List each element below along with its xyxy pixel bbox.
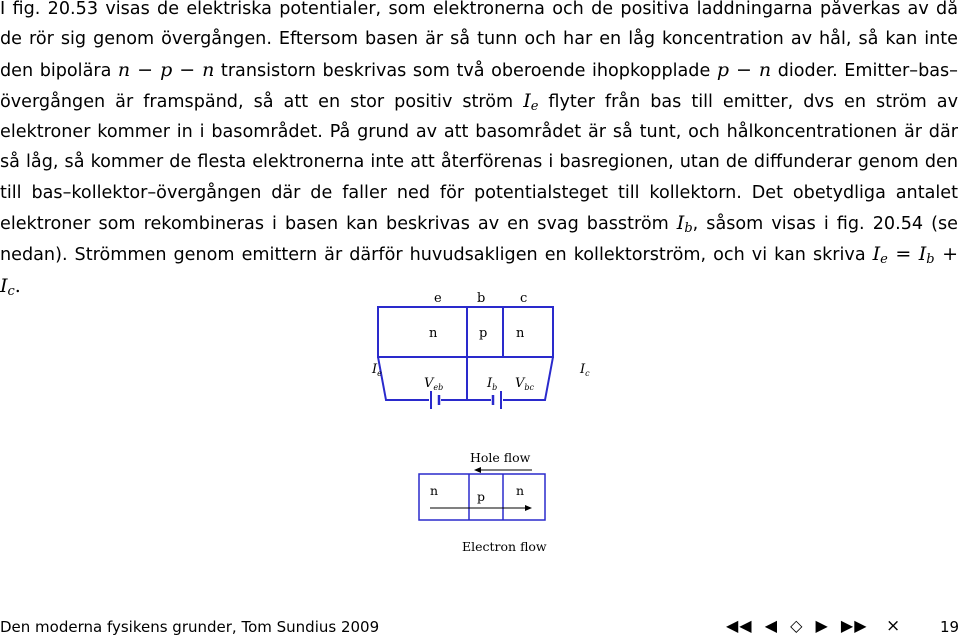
- hole-flow-arrowhead: [474, 467, 481, 473]
- emitter-label: e: [434, 291, 442, 306]
- voltage-Vbc-label: $V_{bc}$: [515, 376, 534, 392]
- footer-credit: Den moderna fysikens grunder, Tom Sundius 2009: [0, 618, 380, 636]
- math-Ie: $I_e$: [523, 89, 539, 114]
- math-Ib: $I_b$: [676, 212, 693, 237]
- wire-left: [378, 357, 429, 400]
- electron-flow-label: Electron flow: [462, 539, 547, 554]
- nav-controls: [726, 616, 874, 635]
- math-pn: p − n: [716, 58, 772, 81]
- math-npn: n − p − n: [117, 58, 215, 81]
- nav-home-icon[interactable]: ◇: [790, 616, 804, 635]
- collector-label: c: [520, 291, 528, 306]
- close-icon[interactable]: ×: [886, 616, 901, 636]
- region-n-emitter-bottom: n: [430, 483, 439, 498]
- wire-right: [503, 357, 553, 400]
- text-segment: , såsom visas i fig. 20.54 (se nedan). Strömmen genom emittern är därför huvudsakligen en kollektorström, och vi kan skriva: [0, 214, 958, 266]
- equation-current-sum: $I_e = I_b + I_c$.: [0, 243, 958, 299]
- nav-last-icon[interactable]: ▶▶: [840, 616, 868, 635]
- text-segment: dioder. Emitter–bas–övergången är framspänd, så att en stor positiv ström: [0, 60, 958, 112]
- text-segment: I fig. 20.53 visas de elektriska potentialer, som elektronerna och de positiva laddningarna påverkas av då de rör sig genom övergången. Eftersom basen är så tunn och har en låg koncentration av hål, så kan inte den bipolära: [0, 0, 958, 81]
- current-Ic-label: $I_c$: [580, 362, 590, 378]
- region-n-emitter: n: [429, 326, 438, 341]
- nav-next-icon[interactable]: ▶: [815, 616, 829, 635]
- text-segment: transistorn beskrivas som två oberoende ihopkopplade: [214, 60, 717, 81]
- nav-first-icon[interactable]: ◀◀: [726, 616, 753, 635]
- region-p-base: p: [479, 326, 488, 341]
- region-n-collector: n: [516, 326, 525, 341]
- current-Ib-label: $I_b$: [487, 376, 498, 392]
- voltage-Veb-label: $V_{eb}$: [424, 376, 444, 392]
- footer: [0, 618, 960, 638]
- nav-prev-icon[interactable]: ◀: [764, 616, 779, 635]
- region-n-collector-bottom: n: [516, 483, 525, 498]
- text-segment: flyter från bas till emitter, dvs en ström av elektroner kommer in i basområdet. På grund av att basområdet är så tunt, och hålkoncentrationen är där så låg, så kommer de flesta elektronerna inte att återförenas i basregionen, utan de diffunderar genom den till bas–kollektor–övergången där de faller ned för potentialsteget till kollektorn. Det obetydliga antalet elektroner som rekombineras i basen kan beskrivas av en svag basström: [0, 91, 958, 235]
- hole-flow-label: Hole flow: [470, 450, 531, 465]
- current-Ie-label: $I_e$: [372, 362, 382, 378]
- page-number: 19: [940, 618, 960, 636]
- transistor-bar-top: [378, 307, 553, 357]
- base-label: b: [477, 291, 486, 306]
- region-p-base-bottom: p: [477, 489, 486, 504]
